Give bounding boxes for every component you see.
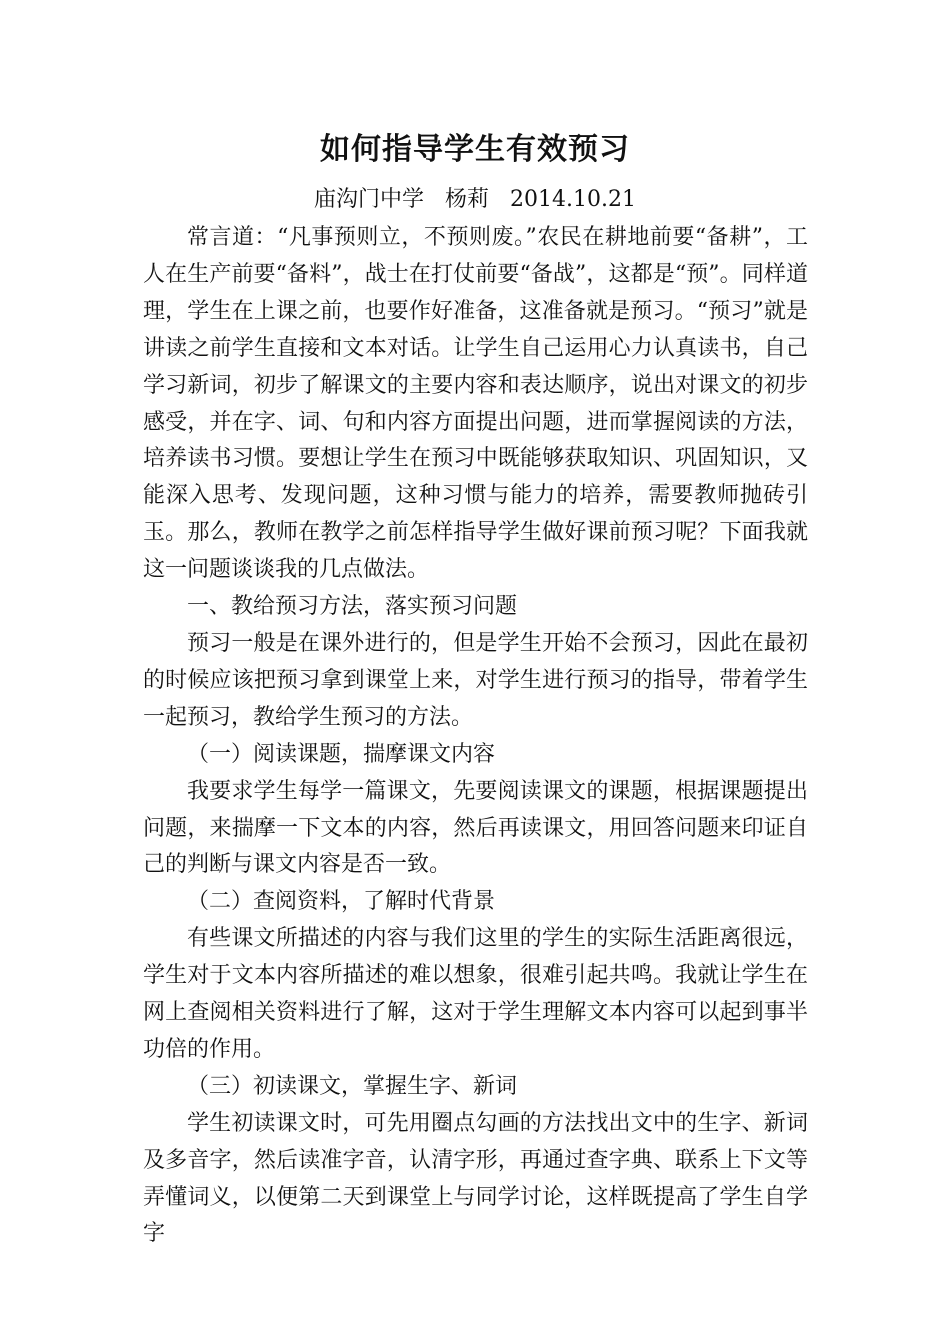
paragraph-section-1: 预习一般是在课外进行的，但是学生开始不会预习，因此在最初的时候应该把预习拿到课堂上来，对学生进行预习的指导，带着学生一起预习，教给学生预习的方法。: [143, 630, 808, 730]
subheading-1: （一）阅读课题，揣摩课文内容: [187, 741, 496, 767]
section-heading-1: 一、教给预习方法，落实预习问题: [187, 594, 518, 620]
paragraph-intro: 常言道：“凡事预则立，不预则废。”农民在耕地前要“备耕”，工人在生产前要“备料”，战士在打仗前要“备战”，这都是“预”。同样道理，学生在上课之前，也要作好准备，这准备就是预习。“预习”就是讲读之前学生直接和文本对话。让学生自己运用心力认真读书，自己学习新词，初步了解课文的主要内容和表达顺序，说出对课文的初步感受，并在字、词、句和内容方面提出问题，进而掌握阅读的方法，培养读书习惯。要想让学生在预习中既能够获取知识、巩固知识，又能深入思考、发现问题，这种习惯与能力的培养，需要教师抛砖引玉。那么，教师在教学之前怎样指导学生做好课前预习呢？下面我就这一问题谈谈我的几点做法。: [143, 225, 808, 583]
subheading-3: （三）初读课文，掌握生字、新词: [187, 1073, 518, 1099]
byline-school: 庙沟门中学: [314, 187, 425, 212]
subheading-2: （二）查阅资料，了解时代背景: [187, 889, 496, 915]
byline: [0, 182, 950, 218]
byline-gap: [424, 187, 445, 212]
document-title: 如何指导学生有效预习: [320, 132, 630, 167]
byline-date: 2014.10.21: [510, 187, 636, 212]
byline-gap: [489, 187, 510, 212]
paragraph-subsection-3: 学生初读课文时，可先用圈点勾画的方法找出文中的生字、新词及多音字，然后读准字音，认清字形，再通过查字典、联系上下文等弄懂词义，以便第二天到课堂上与同学讨论，这样既提高了学生自学字: [143, 1110, 808, 1247]
paragraph-subsection-1: 我要求学生每学一篇课文，先要阅读课文的课题，根据课题提出问题，来揣摩一下文本的内容，然后再读课文，用回答问题来印证自己的判断与课文内容是否一致。: [143, 778, 808, 878]
byline-author: 杨莉: [445, 187, 490, 212]
document-body: [143, 220, 808, 1253]
paragraph-subsection-2: 有些课文所描述的内容与我们这里的学生的实际生活距离很远，学生对于文本内容所描述的难以想象，很难引起共鸣。我就让学生在网上查阅相关资料进行了解，这对于学生理解文本内容可以起到事半功倍的作用。: [143, 926, 808, 1062]
